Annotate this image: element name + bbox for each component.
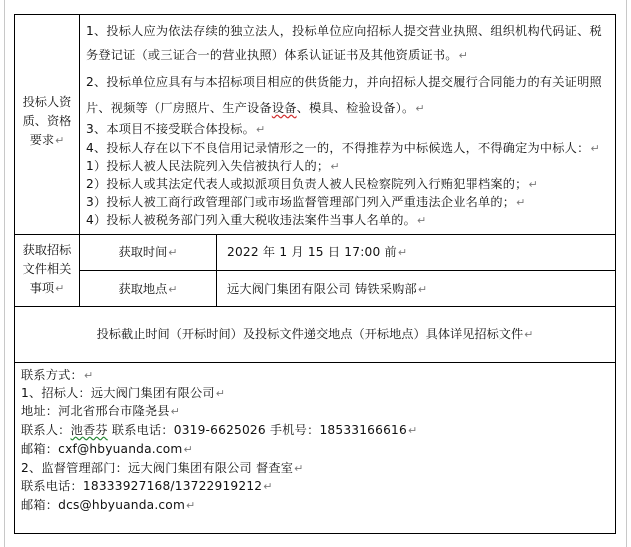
qual-item-1-line-2: 务登记证（或三证合一的营业执照）体系认证证书及其他资质证书。↵: [86, 48, 469, 62]
contact-person: 联系人：池香芬 联系电话：0319-6625026 手机号：18533166616↵: [21, 423, 418, 437]
contact-title: 联系方式：↵: [21, 368, 94, 382]
contact-phone-2: 联系电话：18333927168/13722919212↵: [21, 479, 273, 493]
table-border-inner-row: [79, 270, 616, 271]
table-border-row3: [14, 362, 616, 363]
qual-item-4-1: 1）投标人被人民法院列入失信被执行人的；↵: [86, 159, 340, 173]
qualification-label: 投标人资 质、资格 要求↵: [22, 95, 72, 147]
qual-item-4-3: 3）投标人被工商行政管理部门或市场监督管理部门列入严重违法企业名单的；↵: [86, 195, 526, 209]
qual-item-4-2: 2）投标人或其法定代表人或拟派项目负责人被人民检察院列入行贿犯罪档案的；↵: [86, 177, 538, 191]
qual-item-4: 4、投标人存在以下不良信用记录情形之一的，不得推荐为中标候选人，不得确定为中标人：↵: [86, 141, 600, 155]
contact-address: 地址：河北省邢台市隆尧县↵: [21, 404, 181, 418]
acquire-label: 获取招标 文件相关 事项↵: [22, 243, 72, 295]
table-border-right: [615, 14, 616, 534]
contact-email-2: 邮箱：dcs@hbyuanda.com↵: [21, 498, 196, 512]
contact-supervisor: 2、监督管理部门：远大阀门集团有限公司 督查室↵: [21, 461, 304, 475]
acquire-place-label: 获取地点↵: [118, 282, 178, 296]
qual-item-2-line-1: 2、投标单位应具有与本招标项目相应的供货能力，并向招标人提交履行合同能力的有关证明照: [86, 75, 602, 89]
acquire-time-label: 获取时间↵: [118, 245, 178, 259]
page-margin-left: [4, 0, 5, 547]
table-border-bottom: [14, 533, 616, 534]
table-border-col1: [79, 14, 80, 307]
qual-item-4-4: 4）投标人被税务部门列入重大税收违法案件当事人名单的。↵: [86, 213, 427, 227]
qual-item-2-line-2: 片、视频等（厂房照片、生产设备设备、模具、检验设备）。↵: [86, 101, 425, 115]
table-border-row1: [14, 234, 616, 235]
contact-tenderer: 1、招标人：远大阀门集团有限公司↵: [21, 386, 226, 400]
table-border-top: [14, 14, 616, 15]
table-border-row2: [14, 306, 616, 307]
table-border-col2: [216, 234, 217, 307]
page-margin-right: [626, 0, 627, 547]
deadline-text: 投标截止时间（开标时间）及投标文件递交地点（开标地点）具体详见招标文件↵: [96, 327, 534, 341]
acquire-place-value: 远大阀门集团有限公司 铸铁采购部↵: [227, 282, 428, 296]
contact-email-1: 邮箱：cxf@hbyuanda.com↵: [21, 442, 193, 456]
qual-item-3: 3、本项目不接受联合体投标。↵: [86, 122, 266, 136]
acquire-time-value: 2022 年 1 月 15 日 17:00 前↵: [227, 245, 408, 259]
qual-item-1-line-1: 1、投标人应为依法存续的独立法人，投标单位应向招标人提交营业执照、组织机构代码证、税: [86, 24, 602, 38]
